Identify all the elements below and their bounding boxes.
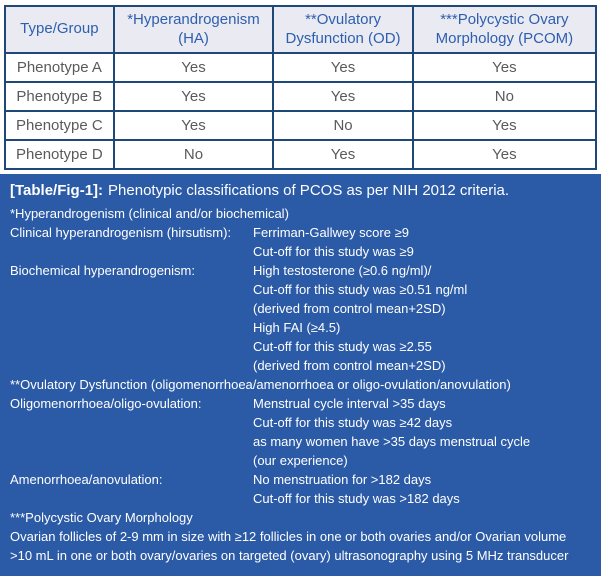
note-cycle-rationale xyxy=(10,432,591,451)
note-ovulatory-dysfunction-heading: **Ovulatory Dysfunction (oligomenorrhoea/amenorrhoea or oligo-ovulation/anovulation) xyxy=(10,377,511,392)
row-label: Phenotype B xyxy=(5,82,114,111)
table-header-row xyxy=(5,6,596,53)
figure-caption-text: Phenotypic classifications of PCOS as per NIH 2012 criteria. xyxy=(108,182,510,199)
note-label: Clinical hyperandrogenism (hirsutism): xyxy=(10,225,232,240)
note-high-fai xyxy=(10,318,591,337)
note-value: Cut-off for this study was ≥9 xyxy=(253,244,414,259)
note-value: Menstrual cycle interval >35 days xyxy=(253,396,446,411)
note-clinical-cutoff xyxy=(10,242,591,261)
note-hyperandrogenism-heading: *Hyperandrogenism (clinical and/or biochemical) xyxy=(10,206,289,221)
cell-value: Yes xyxy=(114,82,274,111)
cell-value: Yes xyxy=(273,53,412,82)
note-label: Biochemical hyperandrogenism: xyxy=(10,263,195,278)
cell-value: No xyxy=(273,111,412,140)
table-row-phenotype-a xyxy=(5,53,596,82)
note-amenorrhoea-cutoff xyxy=(10,489,591,508)
cell-value: No xyxy=(413,82,596,111)
cell-value: Yes xyxy=(273,82,412,111)
cell-value: Yes xyxy=(413,140,596,169)
caption-notes-panel xyxy=(0,174,601,576)
note-amenorrhoea xyxy=(10,470,591,489)
figure-caption-label: [Table/Fig-1]: xyxy=(10,182,104,199)
note-value: Cut-off for this study was ≥0.51 ng/ml xyxy=(253,282,468,297)
row-label: Phenotype D xyxy=(5,140,114,169)
note-value: (our experience) xyxy=(253,453,348,468)
column-header-pcom: ***Polycystic Ovary Morphology (PCOM) xyxy=(413,6,596,53)
cell-value: Yes xyxy=(273,140,412,169)
row-label: Phenotype C xyxy=(5,111,114,140)
note-clinical-hyperandrogenism xyxy=(10,223,591,242)
note-our-experience xyxy=(10,451,591,470)
note-derived-mean-2sd-2 xyxy=(10,356,591,375)
note-pcom-heading: ***Polycystic Ovary Morphology xyxy=(10,510,193,525)
note-value: as many women have >35 days menstrual cycle xyxy=(253,434,531,449)
note-oligomenorrhoea xyxy=(10,394,591,413)
note-label: Oligomenorrhoea/oligo-ovulation: xyxy=(10,396,202,411)
note-value: High FAI (≥4.5) xyxy=(253,320,341,335)
note-pcom-definition: Ovarian follicles of 2-9 mm in size with ≥12 follicles in one or both ovaries and/or Ovarian volume >10 mL in one or both ovary/ovaries on targeted (ovary) ultrasonography using 5 MHz transducer xyxy=(10,529,569,563)
note-value: High testosterone (≥0.6 ng/ml)/ xyxy=(253,263,432,278)
phenotype-table-wrap xyxy=(0,0,601,174)
note-testosterone-cutoff xyxy=(10,280,591,299)
note-biochemical-hyperandrogenism xyxy=(10,261,591,280)
note-fai-cutoff xyxy=(10,337,591,356)
table-row-phenotype-c xyxy=(5,111,596,140)
cell-value: No xyxy=(114,140,274,169)
table-row-phenotype-b xyxy=(5,82,596,111)
note-value: Cut-off for this study was >182 days xyxy=(253,491,460,506)
note-value: Ferriman-Gallwey score ≥9 xyxy=(253,225,409,240)
note-value: Cut-off for this study was ≥42 days xyxy=(253,415,453,430)
figure-caption xyxy=(10,180,591,201)
cell-value: Yes xyxy=(114,53,274,82)
note-label: Amenorrhoea/anovulation: xyxy=(10,472,163,487)
note-value: No menstruation for >182 days xyxy=(253,472,432,487)
note-derived-mean-2sd-1 xyxy=(10,299,591,318)
cell-value: Yes xyxy=(413,53,596,82)
row-label: Phenotype A xyxy=(5,53,114,82)
phenotype-table xyxy=(4,5,597,170)
column-header-hyperandrogenism: *Hyperandrogenism (HA) xyxy=(114,6,274,53)
column-header-ovulatory-dysfunction: **Ovulatory Dysfunction (OD) xyxy=(273,6,412,53)
cell-value: Yes xyxy=(413,111,596,140)
cell-value: Yes xyxy=(114,111,274,140)
note-value: (derived from control mean+2SD) xyxy=(253,301,446,316)
table-row-phenotype-d xyxy=(5,140,596,169)
note-cycle-cutoff xyxy=(10,413,591,432)
column-header-type-group: Type/Group xyxy=(5,6,114,53)
note-value: (derived from control mean+2SD) xyxy=(253,358,446,373)
note-value: Cut-off for this study was ≥2.55 xyxy=(253,339,432,354)
